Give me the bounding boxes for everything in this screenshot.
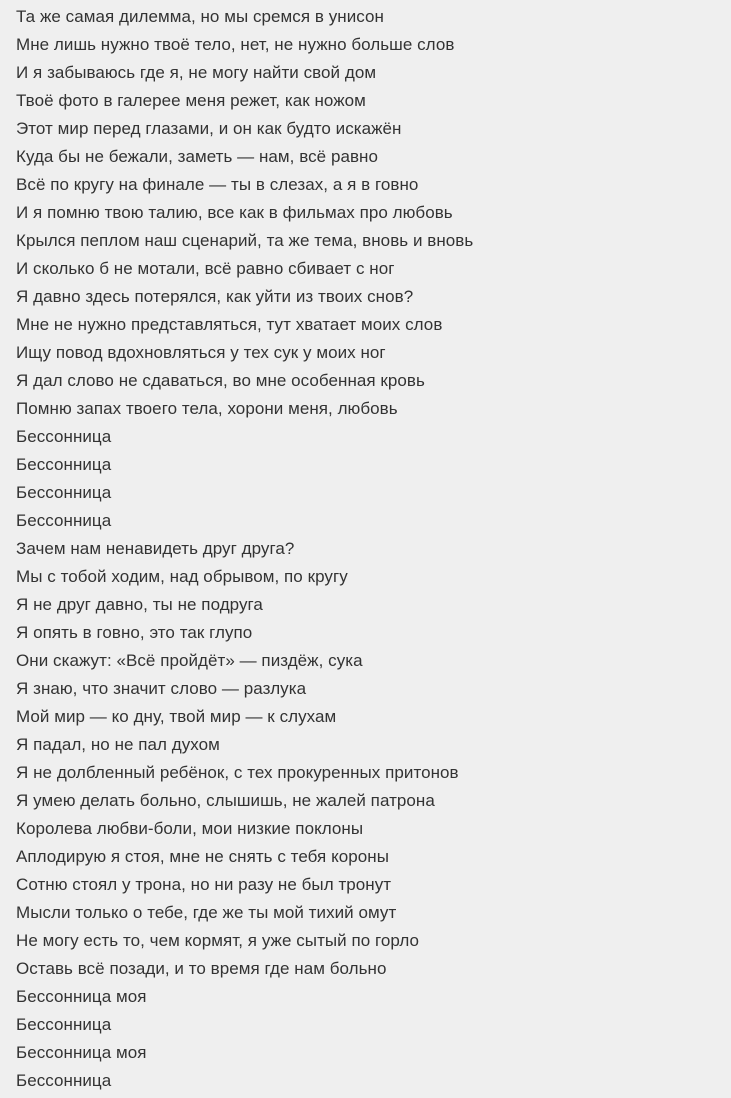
lyric-line: Аплодирую я стоя, мне не снять с тебя короны	[16, 847, 389, 866]
lyric-line: Я умею делать больно, слышишь, не жалей патрона	[16, 791, 435, 810]
lyric-line: Я не друг давно, ты не подруга	[16, 595, 263, 614]
lyric-line: Я падал, но не пал духом	[16, 735, 220, 754]
lyric-line: Бессонница	[16, 1015, 112, 1034]
lyric-line: И я помню твою талию, все как в фильмах про любовь	[16, 203, 453, 222]
lyric-line: Мой мир — ко дну, твой мир — к слухам	[16, 707, 337, 726]
lyric-line: Я опять в говно, это так глупо	[16, 623, 253, 642]
page-edge	[717, 0, 731, 1098]
lyric-line: Бессонница	[16, 455, 112, 474]
lyric-line: Бессонница	[16, 483, 112, 502]
lyric-line: Ищу повод вдохновляться у тех сук у моих ног	[16, 343, 386, 362]
lyric-line: Твоё фото в галерее меня режет, как ножом	[16, 91, 366, 110]
lyric-line: Я дал слово не сдаваться, во мне особенная кровь	[16, 371, 425, 390]
lyric-line: Я знаю, что значит слово — разлука	[16, 679, 307, 698]
lyric-line: Они скажут: «Всё пройдёт» — пиздёж, сука	[16, 651, 363, 670]
lyric-line: Зачем нам ненавидеть друг друга?	[16, 539, 295, 558]
lyric-line: Бессонница моя	[16, 1043, 147, 1062]
lyric-line: Всё по кругу на финале — ты в слезах, а я в говно	[16, 175, 419, 194]
lyric-line: Мне не нужно представляться, тут хватает моих слов	[16, 315, 443, 334]
lyric-line: Куда бы не бежали, заметь — нам, всё равно	[16, 147, 378, 166]
lyric-line: Бессонница	[16, 427, 112, 446]
lyric-line: Бессонница	[16, 1071, 112, 1090]
lyric-line: Оставь всё позади, и то время где нам больно	[16, 959, 387, 978]
lyric-line: Мы с тобой ходим, над обрывом, по кругу	[16, 567, 348, 586]
lyric-line: Я давно здесь потерялся, как уйти из твоих снов?	[16, 287, 414, 306]
lyric-line: И я забываюсь где я, не могу найти свой дом	[16, 63, 377, 82]
lyric-line: Та же самая дилемма, но мы сремся в унисон	[16, 7, 384, 26]
lyric-line: Бессонница	[16, 511, 112, 530]
lyric-line: Мысли только о тебе, где же ты мой тихий омут	[16, 903, 397, 922]
lyric-line: И сколько б не мотали, всё равно сбивает с ног	[16, 259, 395, 278]
lyric-line: Помню запах твоего тела, хорони меня, любовь	[16, 399, 398, 418]
lyric-line: Бессонница моя	[16, 987, 147, 1006]
lyric-line: Мне лишь нужно твоё тело, нет, не нужно больше слов	[16, 35, 455, 54]
lyric-line: Сотню стоял у трона, но ни разу не был тронут	[16, 875, 392, 894]
lyric-line: Королева любви-боли, мои низкие поклоны	[16, 819, 364, 838]
lyric-line: Не могу есть то, чем кормят, я уже сытый по горло	[16, 931, 420, 950]
lyric-line: Этот мир перед глазами, и он как будто искажён	[16, 119, 402, 138]
lyric-line: Крылся пеплом наш сценарий, та же тема, вновь и вновь	[16, 231, 474, 250]
lyric-line: Я не долбленный ребёнок, с тех прокуренных притонов	[16, 763, 459, 782]
